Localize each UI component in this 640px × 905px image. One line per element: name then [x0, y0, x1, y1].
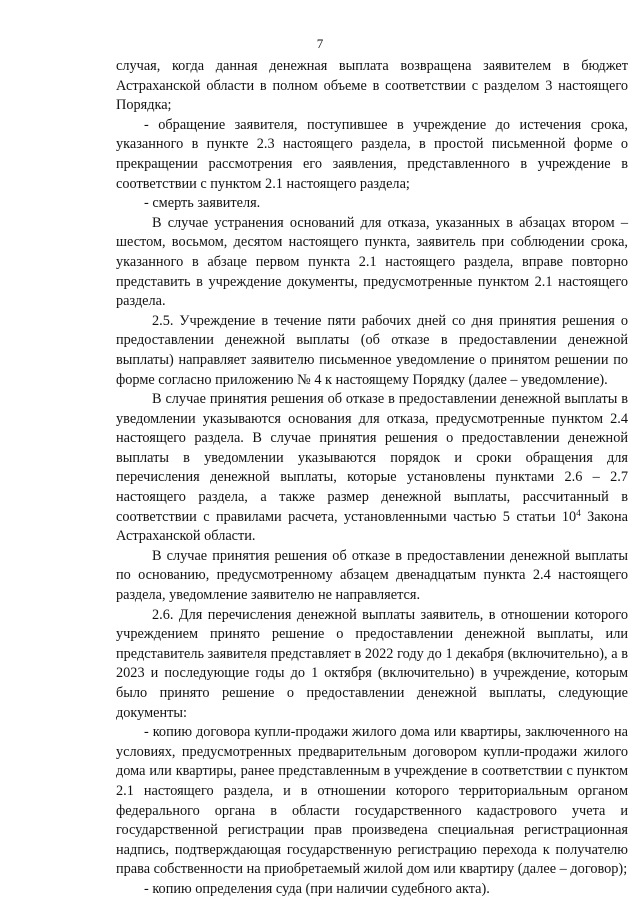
paragraph-notification-content [116, 390, 628, 547]
paragraph-notification-tail: Закона Астраханской области. [116, 508, 629, 545]
paragraph-resubmission: В случае устранения оснований для отказа, указанных в абзацах втором – шестом, восьмом, десятом настоящего пункта, заявитель при соблюдении срока, указанного в абзаце первом пункта 2.1 настоящего раздела, вправе повторно представить в учреждение документы, предусмотренные пунктом 2.1 настоящего раздела. [116, 214, 628, 310]
list-item-death-of-applicant: - смерть заявителя. [144, 195, 261, 212]
list-item-court-ruling-copy: - копию определения суда (при наличии судебного акта). [144, 880, 490, 897]
paragraph-section-2-6: 2.6. Для перечисления денежной выплаты заявитель, в отношении которого учреждением принято решение о предоставлении денежной выплаты, или представитель заявителя представляет в 2022 году до 1 декабря (включительно), а в 2023 и последующие годы до 1 октября (включительно) в учреждение, которым было принято решение о предоставлении денежной выплаты, следующие документы: [116, 606, 628, 721]
paragraph-no-notification: В случае принятия решения об отказе в предоставлении денежной выплаты по основанию, предусмотренному абзацем двенадцатым пункта 2.4 настоящего раздела, уведомление заявителю не направляется. [116, 547, 628, 604]
paragraph-section-2-5: 2.5. Учреждение в течение пяти рабочих дней со дня принятия решения о предоставлении денежной выплаты (об отказе в предоставлении денежной выплаты) направляет заявителю письменное уведомление о принятом решении по форме согласно приложению № 4 к настоящему Порядку (далее – уведомление). [116, 312, 628, 388]
list-item-withdrawal-request: - обращение заявителя, поступившее в учреждение до истечения срока, указанного в пункте 2.3 настоящего раздела, в простой письменной форме о прекращении рассмотрения его заявления, представленного в учреждение в соответствии с пунктом 2.1 настоящего раздела; [116, 116, 628, 192]
page-number: 7 [316, 36, 324, 51]
paragraph-continuation: случая, когда данная денежная выплата возвращена заявителем в бюджет Астраханской области в полном объеме в соответствии с разделом 3 настоящего Порядка; [116, 58, 628, 114]
paragraph-notification-text: В случае принятия решения об отказе в предоставлении денежной выплаты в уведомлении указываются основания для отказа, предусмотренные пунктом 2.4 настоящего раздела. В случае принятия решения о предоставлении денежной выплаты в уведомлении указываются порядок и сроки обращения для перечисления денежной выплаты, которые установлены пунктами 2.6 – 2.7 настоящего раздела, а также размер денежной выплаты, рассчитанный в соответствии с правилами расчета, установленными частью 5 статьи 10 [116, 391, 628, 525]
list-item-sale-contract-copy: - копию договора купли-продажи жилого дома или квартиры, заключенного на условиях, предусмотренных предварительным договором купли-продажи жилого дома или квартиры, ранее представленным в учреждение в соответствии с пунктом 2.1 настоящего раздела, и в отношении которого территориальным органом федерального органа в области государственного кадастрового учета и государственной регистрации прав произведена специальная регистрационная надпись, подтверждающая государственную регистрацию перехода к получателю права собственности на приобретаемый жилой дом или квартиру (далее – договор); [116, 724, 628, 878]
superscript-article-number: 4 [576, 507, 581, 518]
document-body [116, 57, 628, 900]
